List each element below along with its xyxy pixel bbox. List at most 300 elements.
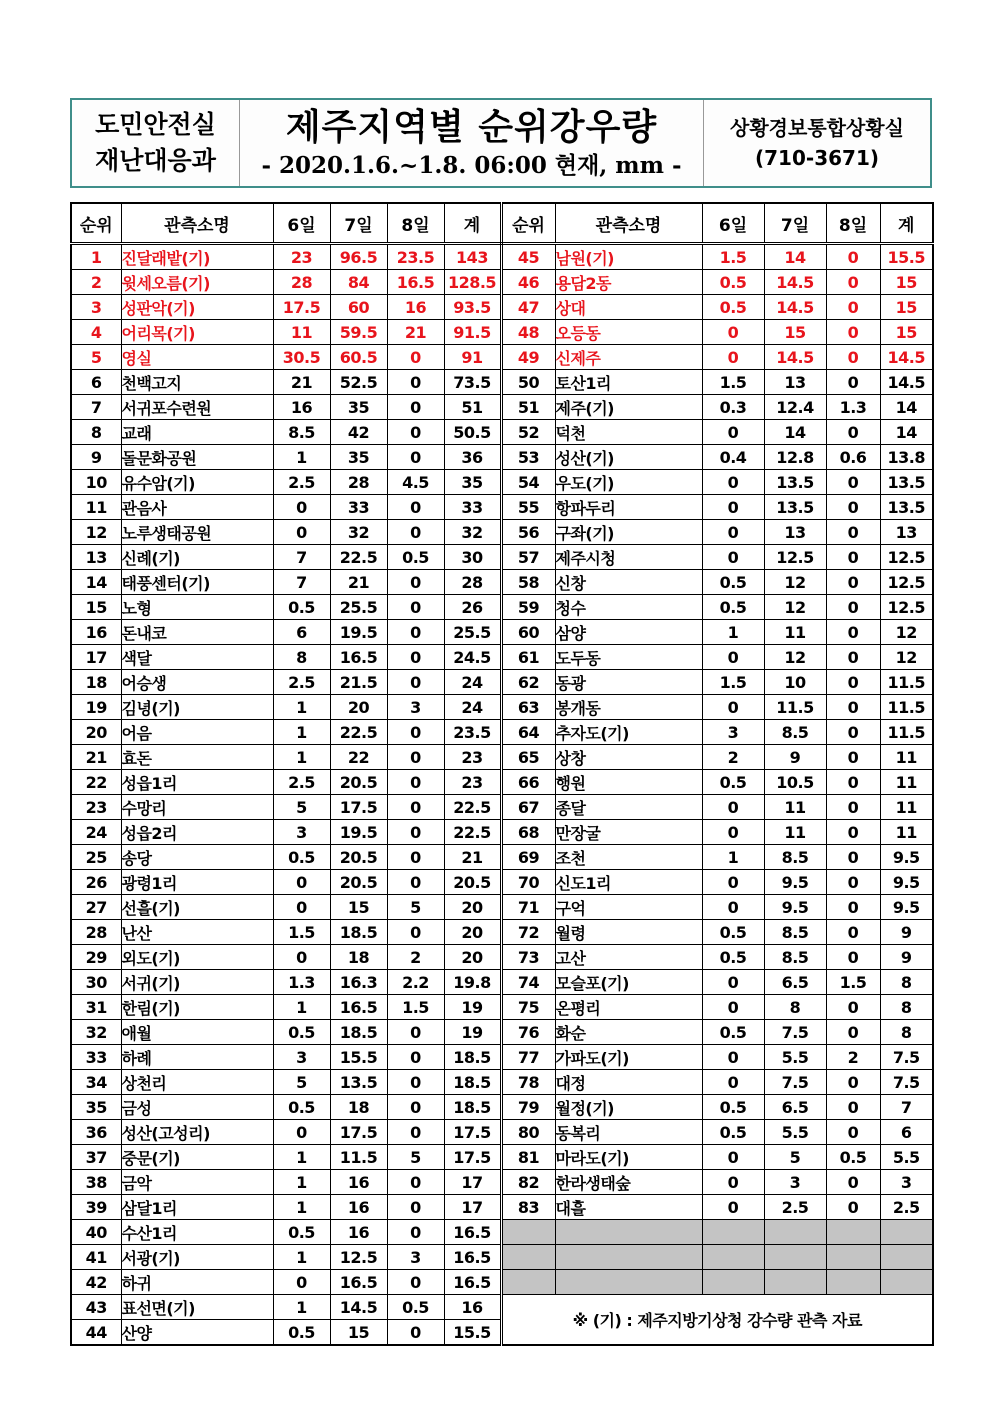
value-d6: 0 xyxy=(702,495,764,520)
station-name: 어승생 xyxy=(121,670,273,695)
value-d7: 13.5 xyxy=(764,470,826,495)
value-d7: 12.5 xyxy=(764,545,826,570)
rank-cell: 10 xyxy=(71,470,121,495)
station-name: 효돈 xyxy=(121,745,273,770)
table-row xyxy=(71,895,933,920)
station-name: 만장굴 xyxy=(555,820,702,845)
value-d8: 0 xyxy=(387,820,444,845)
table-row xyxy=(71,1170,933,1195)
value-d6: 0 xyxy=(702,645,764,670)
station-name: 김녕(기) xyxy=(121,695,273,720)
rank-cell: 11 xyxy=(71,495,121,520)
empty-cell xyxy=(501,1245,555,1270)
value-d6: 1 xyxy=(273,720,330,745)
value-d6: 0 xyxy=(702,1045,764,1070)
value-d8: 0.5 xyxy=(387,545,444,570)
value-d7: 10 xyxy=(764,670,826,695)
value-d8: 0 xyxy=(826,620,880,645)
value-total: 12 xyxy=(880,645,933,670)
col-station-right: 관측소명 xyxy=(555,203,702,244)
value-d8: 0 xyxy=(387,845,444,870)
col-day8-right: 8일 xyxy=(826,203,880,244)
rank-cell: 46 xyxy=(501,270,555,295)
table-row xyxy=(71,745,933,770)
station-name: 한림(기) xyxy=(121,995,273,1020)
table-row xyxy=(71,1245,933,1270)
rank-cell: 31 xyxy=(71,995,121,1020)
value-d6: 2.5 xyxy=(273,670,330,695)
value-d8: 0 xyxy=(826,295,880,320)
value-total: 91 xyxy=(444,345,501,370)
station-name: 신제주 xyxy=(555,345,702,370)
value-total: 16.5 xyxy=(444,1220,501,1245)
station-name: 고산 xyxy=(555,945,702,970)
value-d7: 13.5 xyxy=(764,495,826,520)
table-row xyxy=(71,595,933,620)
table-row xyxy=(71,795,933,820)
rank-cell: 39 xyxy=(71,1195,121,1220)
value-d7: 15 xyxy=(330,1320,387,1346)
value-total: 14 xyxy=(880,420,933,445)
source-note: ※ (기) : 제주지방기상청 강수량 관측 자료 xyxy=(501,1295,933,1346)
rank-cell: 69 xyxy=(501,845,555,870)
value-total: 5.5 xyxy=(880,1145,933,1170)
value-d8: 3 xyxy=(387,695,444,720)
value-d7: 16.5 xyxy=(330,995,387,1020)
table-row xyxy=(71,1095,933,1120)
department-block xyxy=(72,100,240,186)
value-d8: 0 xyxy=(826,995,880,1020)
table-row xyxy=(71,670,933,695)
value-d6: 0 xyxy=(702,895,764,920)
value-total: 91.5 xyxy=(444,320,501,345)
value-d6: 3 xyxy=(273,820,330,845)
value-d8: 0 xyxy=(387,1270,444,1295)
rank-cell: 38 xyxy=(71,1170,121,1195)
value-d7: 11 xyxy=(764,795,826,820)
table-row xyxy=(71,645,933,670)
station-name: 신창 xyxy=(555,570,702,595)
value-d7: 33 xyxy=(330,495,387,520)
value-d7: 84 xyxy=(330,270,387,295)
rank-cell: 82 xyxy=(501,1170,555,1195)
rank-cell: 18 xyxy=(71,670,121,695)
rank-cell: 36 xyxy=(71,1120,121,1145)
value-total: 9 xyxy=(880,920,933,945)
value-d6: 3 xyxy=(702,720,764,745)
rank-cell: 6 xyxy=(71,370,121,395)
value-total: 11 xyxy=(880,795,933,820)
value-d6: 1 xyxy=(273,695,330,720)
value-d7: 20.5 xyxy=(330,870,387,895)
station-name: 외도(기) xyxy=(121,945,273,970)
rank-cell: 71 xyxy=(501,895,555,920)
station-name: 하귀 xyxy=(121,1270,273,1295)
value-d8: 0 xyxy=(387,1070,444,1095)
value-d7: 12.4 xyxy=(764,395,826,420)
value-d6: 0 xyxy=(702,995,764,1020)
table-row xyxy=(71,470,933,495)
value-d6: 5 xyxy=(273,795,330,820)
value-d6: 0.5 xyxy=(702,270,764,295)
value-d7: 16 xyxy=(330,1220,387,1245)
value-d6: 0 xyxy=(702,1195,764,1220)
value-total: 7 xyxy=(880,1095,933,1120)
value-total: 9.5 xyxy=(880,870,933,895)
value-d6: 8.5 xyxy=(273,420,330,445)
value-d7: 12.8 xyxy=(764,445,826,470)
table-row xyxy=(71,970,933,995)
value-total: 23.5 xyxy=(444,720,501,745)
rank-cell: 54 xyxy=(501,470,555,495)
value-d6: 1 xyxy=(273,1145,330,1170)
value-d8: 0 xyxy=(387,395,444,420)
empty-cell xyxy=(826,1245,880,1270)
value-d8: 0 xyxy=(387,1045,444,1070)
rank-cell: 40 xyxy=(71,1220,121,1245)
table-row xyxy=(71,820,933,845)
value-total: 25.5 xyxy=(444,620,501,645)
value-d6: 0.5 xyxy=(702,295,764,320)
rank-cell: 44 xyxy=(71,1320,121,1346)
station-name: 동광 xyxy=(555,670,702,695)
value-d7: 12 xyxy=(764,570,826,595)
value-total: 143 xyxy=(444,244,501,270)
value-d7: 14.5 xyxy=(764,270,826,295)
value-total: 11.5 xyxy=(880,720,933,745)
value-d6: 0.5 xyxy=(273,1320,330,1346)
rank-cell: 66 xyxy=(501,770,555,795)
value-d7: 9.5 xyxy=(764,895,826,920)
value-d8: 21 xyxy=(387,320,444,345)
col-day7-left: 7일 xyxy=(330,203,387,244)
rank-cell: 28 xyxy=(71,920,121,945)
value-d6: 0.5 xyxy=(702,945,764,970)
value-d6: 0.5 xyxy=(702,1120,764,1145)
rank-cell: 52 xyxy=(501,420,555,445)
value-d7: 14 xyxy=(764,420,826,445)
station-name: 표선면(기) xyxy=(121,1295,273,1320)
value-total: 26 xyxy=(444,595,501,620)
col-total-right: 계 xyxy=(880,203,933,244)
value-d7: 60.5 xyxy=(330,345,387,370)
value-d8: 1.3 xyxy=(826,395,880,420)
value-d8: 0 xyxy=(826,595,880,620)
station-name: 교래 xyxy=(121,420,273,445)
table-row xyxy=(71,995,933,1020)
value-d6: 28 xyxy=(273,270,330,295)
value-d7: 14 xyxy=(764,244,826,270)
station-name: 윗세오름(기) xyxy=(121,270,273,295)
value-d7: 7.5 xyxy=(764,1070,826,1095)
value-d8: 0 xyxy=(387,570,444,595)
value-d7: 17.5 xyxy=(330,1120,387,1145)
station-name: 동복리 xyxy=(555,1120,702,1145)
value-d7: 22.5 xyxy=(330,720,387,745)
col-day8-left: 8일 xyxy=(387,203,444,244)
value-total: 13.5 xyxy=(880,470,933,495)
value-d6: 0.5 xyxy=(702,570,764,595)
rank-cell: 72 xyxy=(501,920,555,945)
value-d8: 0 xyxy=(387,795,444,820)
value-total: 17 xyxy=(444,1170,501,1195)
value-d8: 0 xyxy=(387,1095,444,1120)
rank-cell: 7 xyxy=(71,395,121,420)
value-total: 23 xyxy=(444,745,501,770)
value-total: 11 xyxy=(880,820,933,845)
value-d8: 0 xyxy=(387,495,444,520)
value-d7: 59.5 xyxy=(330,320,387,345)
value-d8: 0 xyxy=(826,270,880,295)
rank-cell: 67 xyxy=(501,795,555,820)
value-total: 3 xyxy=(880,1170,933,1195)
station-name: 애월 xyxy=(121,1020,273,1045)
rank-cell: 77 xyxy=(501,1045,555,1070)
value-d6: 1.5 xyxy=(702,670,764,695)
value-d6: 0 xyxy=(273,520,330,545)
value-total: 20 xyxy=(444,945,501,970)
value-d7: 16.5 xyxy=(330,645,387,670)
value-d8: 0 xyxy=(826,795,880,820)
table-row xyxy=(71,295,933,320)
rank-cell: 47 xyxy=(501,295,555,320)
station-name: 신례(기) xyxy=(121,545,273,570)
station-name: 남원(기) xyxy=(555,244,702,270)
table-row xyxy=(71,870,933,895)
station-name: 돈내코 xyxy=(121,620,273,645)
rank-cell: 50 xyxy=(501,370,555,395)
station-name: 행원 xyxy=(555,770,702,795)
value-d8: 1.5 xyxy=(826,970,880,995)
value-total: 12.5 xyxy=(880,570,933,595)
value-d6: 3 xyxy=(273,1045,330,1070)
empty-cell xyxy=(880,1220,933,1245)
table-row xyxy=(71,845,933,870)
rank-cell: 4 xyxy=(71,320,121,345)
value-total: 73.5 xyxy=(444,370,501,395)
value-total: 11 xyxy=(880,770,933,795)
empty-cell xyxy=(880,1245,933,1270)
value-total: 35 xyxy=(444,470,501,495)
value-d6: 7 xyxy=(273,570,330,595)
value-d8: 0 xyxy=(826,945,880,970)
station-name: 중문(기) xyxy=(121,1145,273,1170)
value-d8: 0 xyxy=(826,545,880,570)
value-d7: 13 xyxy=(764,520,826,545)
value-d7: 8.5 xyxy=(764,945,826,970)
table-row xyxy=(71,720,933,745)
rank-cell: 81 xyxy=(501,1145,555,1170)
value-d8: 0 xyxy=(826,820,880,845)
value-total: 18.5 xyxy=(444,1045,501,1070)
value-d6: 2.5 xyxy=(273,770,330,795)
value-d8: 0 xyxy=(387,645,444,670)
value-d7: 35 xyxy=(330,395,387,420)
rank-cell: 65 xyxy=(501,745,555,770)
value-total: 14.5 xyxy=(880,345,933,370)
station-name: 제주시청 xyxy=(555,545,702,570)
rank-cell: 45 xyxy=(501,244,555,270)
station-name: 토산1리 xyxy=(555,370,702,395)
rank-cell: 74 xyxy=(501,970,555,995)
station-name: 송당 xyxy=(121,845,273,870)
value-d7: 16 xyxy=(330,1195,387,1220)
station-name: 성산(고성리) xyxy=(121,1120,273,1145)
rank-cell: 12 xyxy=(71,520,121,545)
value-total: 17.5 xyxy=(444,1120,501,1145)
value-d8: 0.6 xyxy=(826,445,880,470)
value-d7: 42 xyxy=(330,420,387,445)
value-d6: 0 xyxy=(273,945,330,970)
rank-cell: 35 xyxy=(71,1095,121,1120)
value-d7: 3 xyxy=(764,1170,826,1195)
station-name: 청수 xyxy=(555,595,702,620)
value-total: 8 xyxy=(880,1020,933,1045)
value-d8: 0 xyxy=(826,920,880,945)
station-name: 하례 xyxy=(121,1045,273,1070)
station-name: 영실 xyxy=(121,345,273,370)
table-row xyxy=(71,370,933,395)
table-row xyxy=(71,545,933,570)
value-d6: 0.5 xyxy=(702,1020,764,1045)
table-row xyxy=(71,920,933,945)
office-block xyxy=(704,100,930,186)
rank-cell: 43 xyxy=(71,1295,121,1320)
value-d8: 0 xyxy=(387,720,444,745)
rank-cell: 41 xyxy=(71,1245,121,1270)
rank-cell: 26 xyxy=(71,870,121,895)
value-total: 7.5 xyxy=(880,1070,933,1095)
rank-cell: 22 xyxy=(71,770,121,795)
value-d7: 12 xyxy=(764,645,826,670)
value-d7: 5.5 xyxy=(764,1120,826,1145)
value-d6: 1 xyxy=(273,1245,330,1270)
empty-cell xyxy=(764,1220,826,1245)
rank-cell: 79 xyxy=(501,1095,555,1120)
value-total: 15 xyxy=(880,320,933,345)
value-d6: 0 xyxy=(273,870,330,895)
value-d8: 0 xyxy=(387,870,444,895)
col-day6-right: 6일 xyxy=(702,203,764,244)
value-d7: 20 xyxy=(330,695,387,720)
table-row xyxy=(71,345,933,370)
value-d7: 16.5 xyxy=(330,1270,387,1295)
value-d8: 0 xyxy=(387,620,444,645)
value-d7: 5 xyxy=(764,1145,826,1170)
value-d8: 4.5 xyxy=(387,470,444,495)
rank-cell: 57 xyxy=(501,545,555,570)
value-d7: 9 xyxy=(764,745,826,770)
value-d6: 16 xyxy=(273,395,330,420)
empty-cell xyxy=(702,1220,764,1245)
station-name: 성판악(기) xyxy=(121,295,273,320)
value-d8: 5 xyxy=(387,1145,444,1170)
rank-cell: 30 xyxy=(71,970,121,995)
rank-cell: 24 xyxy=(71,820,121,845)
col-total-left: 계 xyxy=(444,203,501,244)
value-d8: 0 xyxy=(387,1020,444,1045)
value-total: 28 xyxy=(444,570,501,595)
value-d6: 1 xyxy=(273,1170,330,1195)
station-name: 삼달1리 xyxy=(121,1195,273,1220)
station-name: 도두동 xyxy=(555,645,702,670)
station-name: 수산1리 xyxy=(121,1220,273,1245)
value-total: 19.8 xyxy=(444,970,501,995)
value-d6: 0.5 xyxy=(702,920,764,945)
rank-cell: 75 xyxy=(501,995,555,1020)
value-d7: 11.5 xyxy=(764,695,826,720)
value-d6: 0 xyxy=(702,1170,764,1195)
value-d6: 1 xyxy=(702,845,764,870)
rank-cell: 49 xyxy=(501,345,555,370)
value-total: 15.5 xyxy=(444,1320,501,1346)
value-d8: 0 xyxy=(387,345,444,370)
value-d7: 18.5 xyxy=(330,920,387,945)
value-d8: 0 xyxy=(826,645,880,670)
station-name: 오등동 xyxy=(555,320,702,345)
value-d8: 0 xyxy=(826,320,880,345)
value-total: 20 xyxy=(444,895,501,920)
empty-cell xyxy=(702,1245,764,1270)
value-d8: 0 xyxy=(826,1195,880,1220)
station-name: 성산(기) xyxy=(555,445,702,470)
value-d8: 16.5 xyxy=(387,270,444,295)
value-d8: 0 xyxy=(387,1195,444,1220)
value-d6: 0.5 xyxy=(702,595,764,620)
col-day6-left: 6일 xyxy=(273,203,330,244)
station-name: 성읍1리 xyxy=(121,770,273,795)
station-name: 봉개동 xyxy=(555,695,702,720)
value-total: 9.5 xyxy=(880,895,933,920)
value-d7: 18.5 xyxy=(330,1020,387,1045)
value-d8: 0 xyxy=(826,1020,880,1045)
value-d7: 22.5 xyxy=(330,545,387,570)
value-d6: 1 xyxy=(273,995,330,1020)
station-name: 대정 xyxy=(555,1070,702,1095)
value-d8: 0 xyxy=(387,770,444,795)
table-row xyxy=(71,270,933,295)
rank-cell: 21 xyxy=(71,745,121,770)
value-d8: 0.5 xyxy=(387,1295,444,1320)
rank-cell: 48 xyxy=(501,320,555,345)
value-d7: 13 xyxy=(764,370,826,395)
station-name: 상창 xyxy=(555,745,702,770)
value-d7: 52.5 xyxy=(330,370,387,395)
value-d7: 11.5 xyxy=(330,1145,387,1170)
value-d8: 0 xyxy=(387,1120,444,1145)
rank-cell: 34 xyxy=(71,1070,121,1095)
station-name: 신도1리 xyxy=(555,870,702,895)
value-d7: 11 xyxy=(764,620,826,645)
value-d6: 7 xyxy=(273,545,330,570)
value-d8: 0 xyxy=(826,720,880,745)
value-total: 15.5 xyxy=(880,244,933,270)
value-total: 93.5 xyxy=(444,295,501,320)
empty-cell xyxy=(555,1270,702,1295)
value-d7: 16 xyxy=(330,1170,387,1195)
value-total: 16.5 xyxy=(444,1270,501,1295)
value-d6: 0 xyxy=(273,1270,330,1295)
value-d7: 8.5 xyxy=(764,845,826,870)
station-name: 색달 xyxy=(121,645,273,670)
table-row xyxy=(71,1120,933,1145)
value-d7: 32 xyxy=(330,520,387,545)
value-total: 30 xyxy=(444,545,501,570)
value-d6: 5 xyxy=(273,1070,330,1095)
empty-cell xyxy=(555,1220,702,1245)
value-d8: 0 xyxy=(826,870,880,895)
rank-cell: 16 xyxy=(71,620,121,645)
